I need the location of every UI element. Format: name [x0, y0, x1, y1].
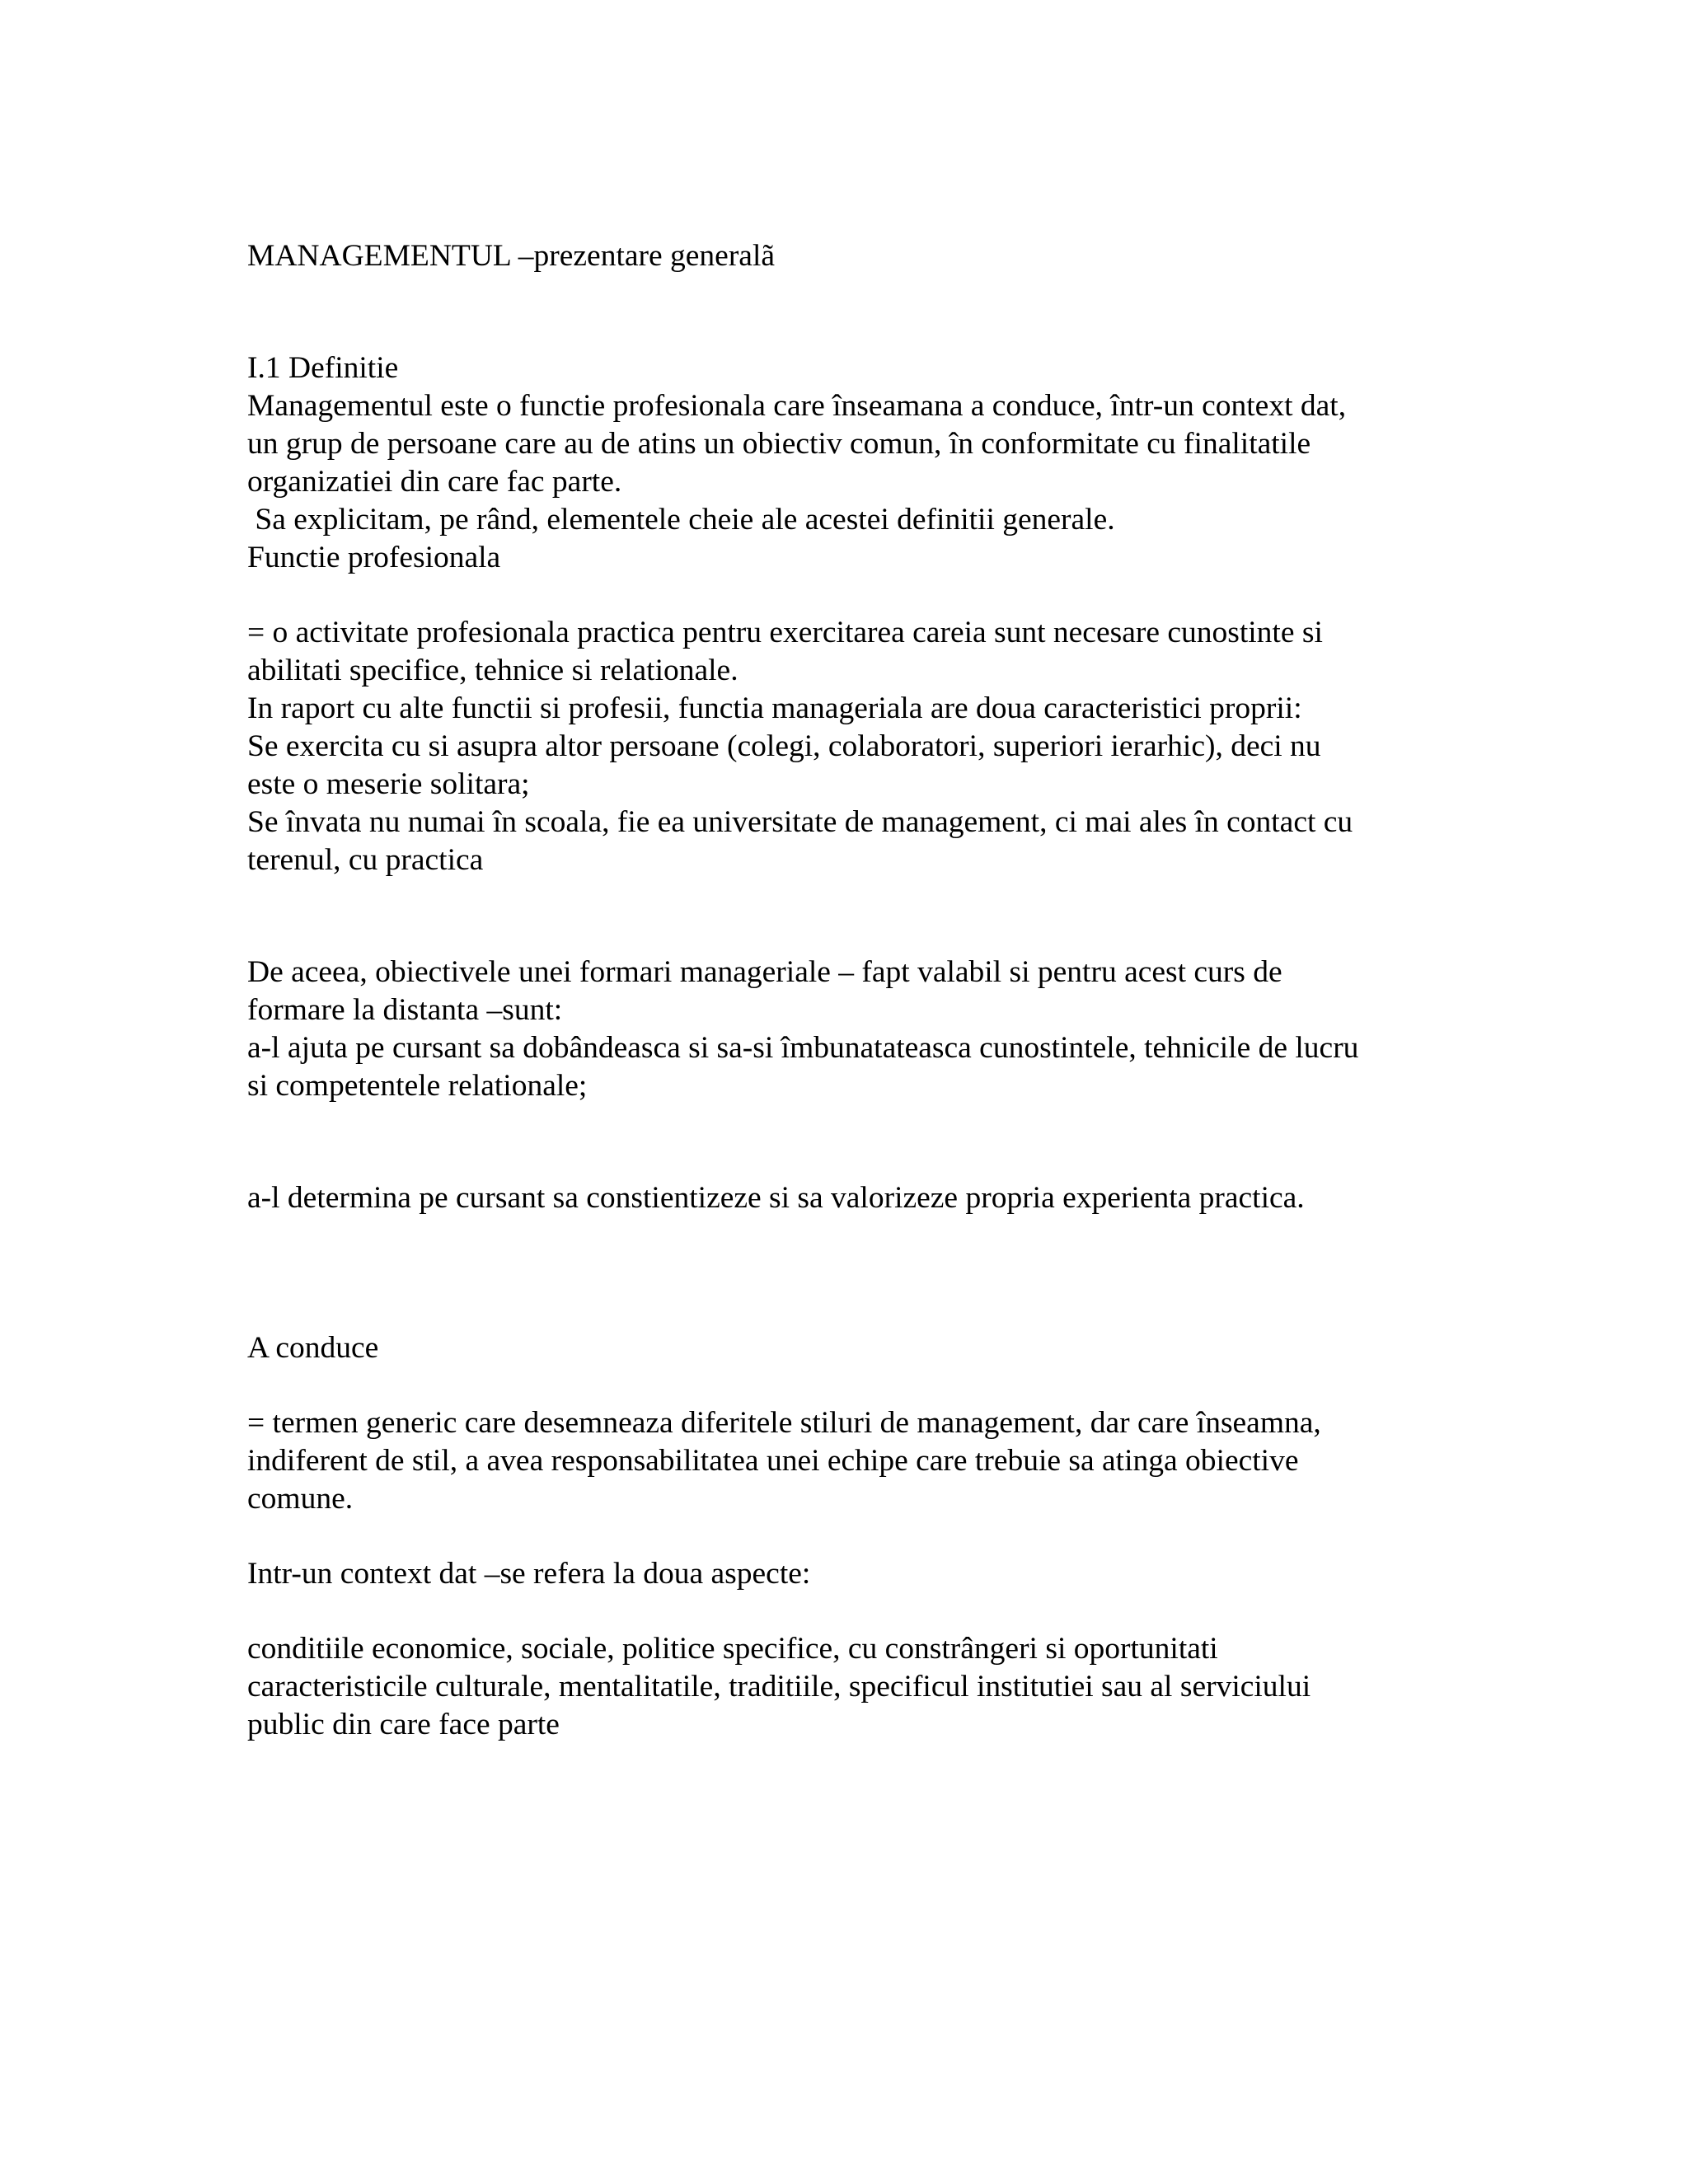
text-line: indiferent de stil, a avea responsabilitatea unei echipe care trebuie sa atinga obiective: [247, 1444, 1299, 1478]
text-line: comune.: [247, 1482, 354, 1516]
text-line: formare la distanta –sunt:: [247, 993, 563, 1027]
text-line: abilitati specifice, tehnice si relationale.: [247, 654, 738, 687]
text-line: terenul, cu practica: [247, 843, 484, 877]
text-line: un grup de persoane care au de atins un obiectiv comun, în conformitate cu finalitatile: [247, 427, 1311, 461]
term-heading-context-dat: Intr-un context dat –se refera la doua aspecte:: [247, 1557, 811, 1591]
document-title: MANAGEMENTUL –prezentare generalã: [247, 239, 776, 273]
text-line: Se exercita cu si asupra altor persoane (colegi, colaboratori, superiori ierarhic), deci nu: [247, 729, 1321, 763]
text-line: Sa explicitam, pe rând, elementele cheie ale acestei definitii generale.: [247, 503, 1115, 537]
text-line: = o activitate profesionala practica pentru exercitarea careia sunt necesare cunostinte si: [247, 616, 1323, 649]
text-line: = termen generic care desemneaza diferitele stiluri de management, dar care înseamna,: [247, 1406, 1321, 1440]
text-line: a-l determina pe cursant sa constientizeze si sa valorizeze propria experienta practica.: [247, 1181, 1305, 1215]
text-line: public din care face parte: [247, 1708, 560, 1741]
text-line: este o meserie solitara;: [247, 767, 530, 801]
text-line: organizatiei din care fac parte.: [247, 465, 622, 499]
term-heading-functie-profesionala: Functie profesionala: [247, 541, 501, 574]
text-line: De aceea, obiectivele unei formari manageriale – fapt valabil si pentru acest curs de: [247, 955, 1282, 989]
text-line: Managementul este o functie profesionala care înseamana a conduce, într-un context dat,: [247, 389, 1347, 423]
term-heading-a-conduce: A conduce: [247, 1331, 379, 1365]
text-line: Se învata nu numai în scoala, fie ea universitate de management, ci mai ales în contact cu: [247, 805, 1353, 839]
section-heading-definitie: I.1 Definitie: [247, 351, 399, 385]
text-line: In raport cu alte functii si profesii, functia manageriala are doua caracteristici proprii:: [247, 691, 1302, 725]
text-line: conditiile economice, sociale, politice specifice, cu constrângeri si oportunitati: [247, 1632, 1218, 1666]
text-line: si competentele relationale;: [247, 1069, 588, 1103]
text-line: caracteristicile culturale, mentalitatile, traditiile, specificul institutiei sau al serviciului: [247, 1670, 1311, 1704]
text-line: a-l ajuta pe cursant sa dobândeasca si sa-si îmbunatateasca cunostintele, tehnicile de lucru: [247, 1031, 1359, 1065]
